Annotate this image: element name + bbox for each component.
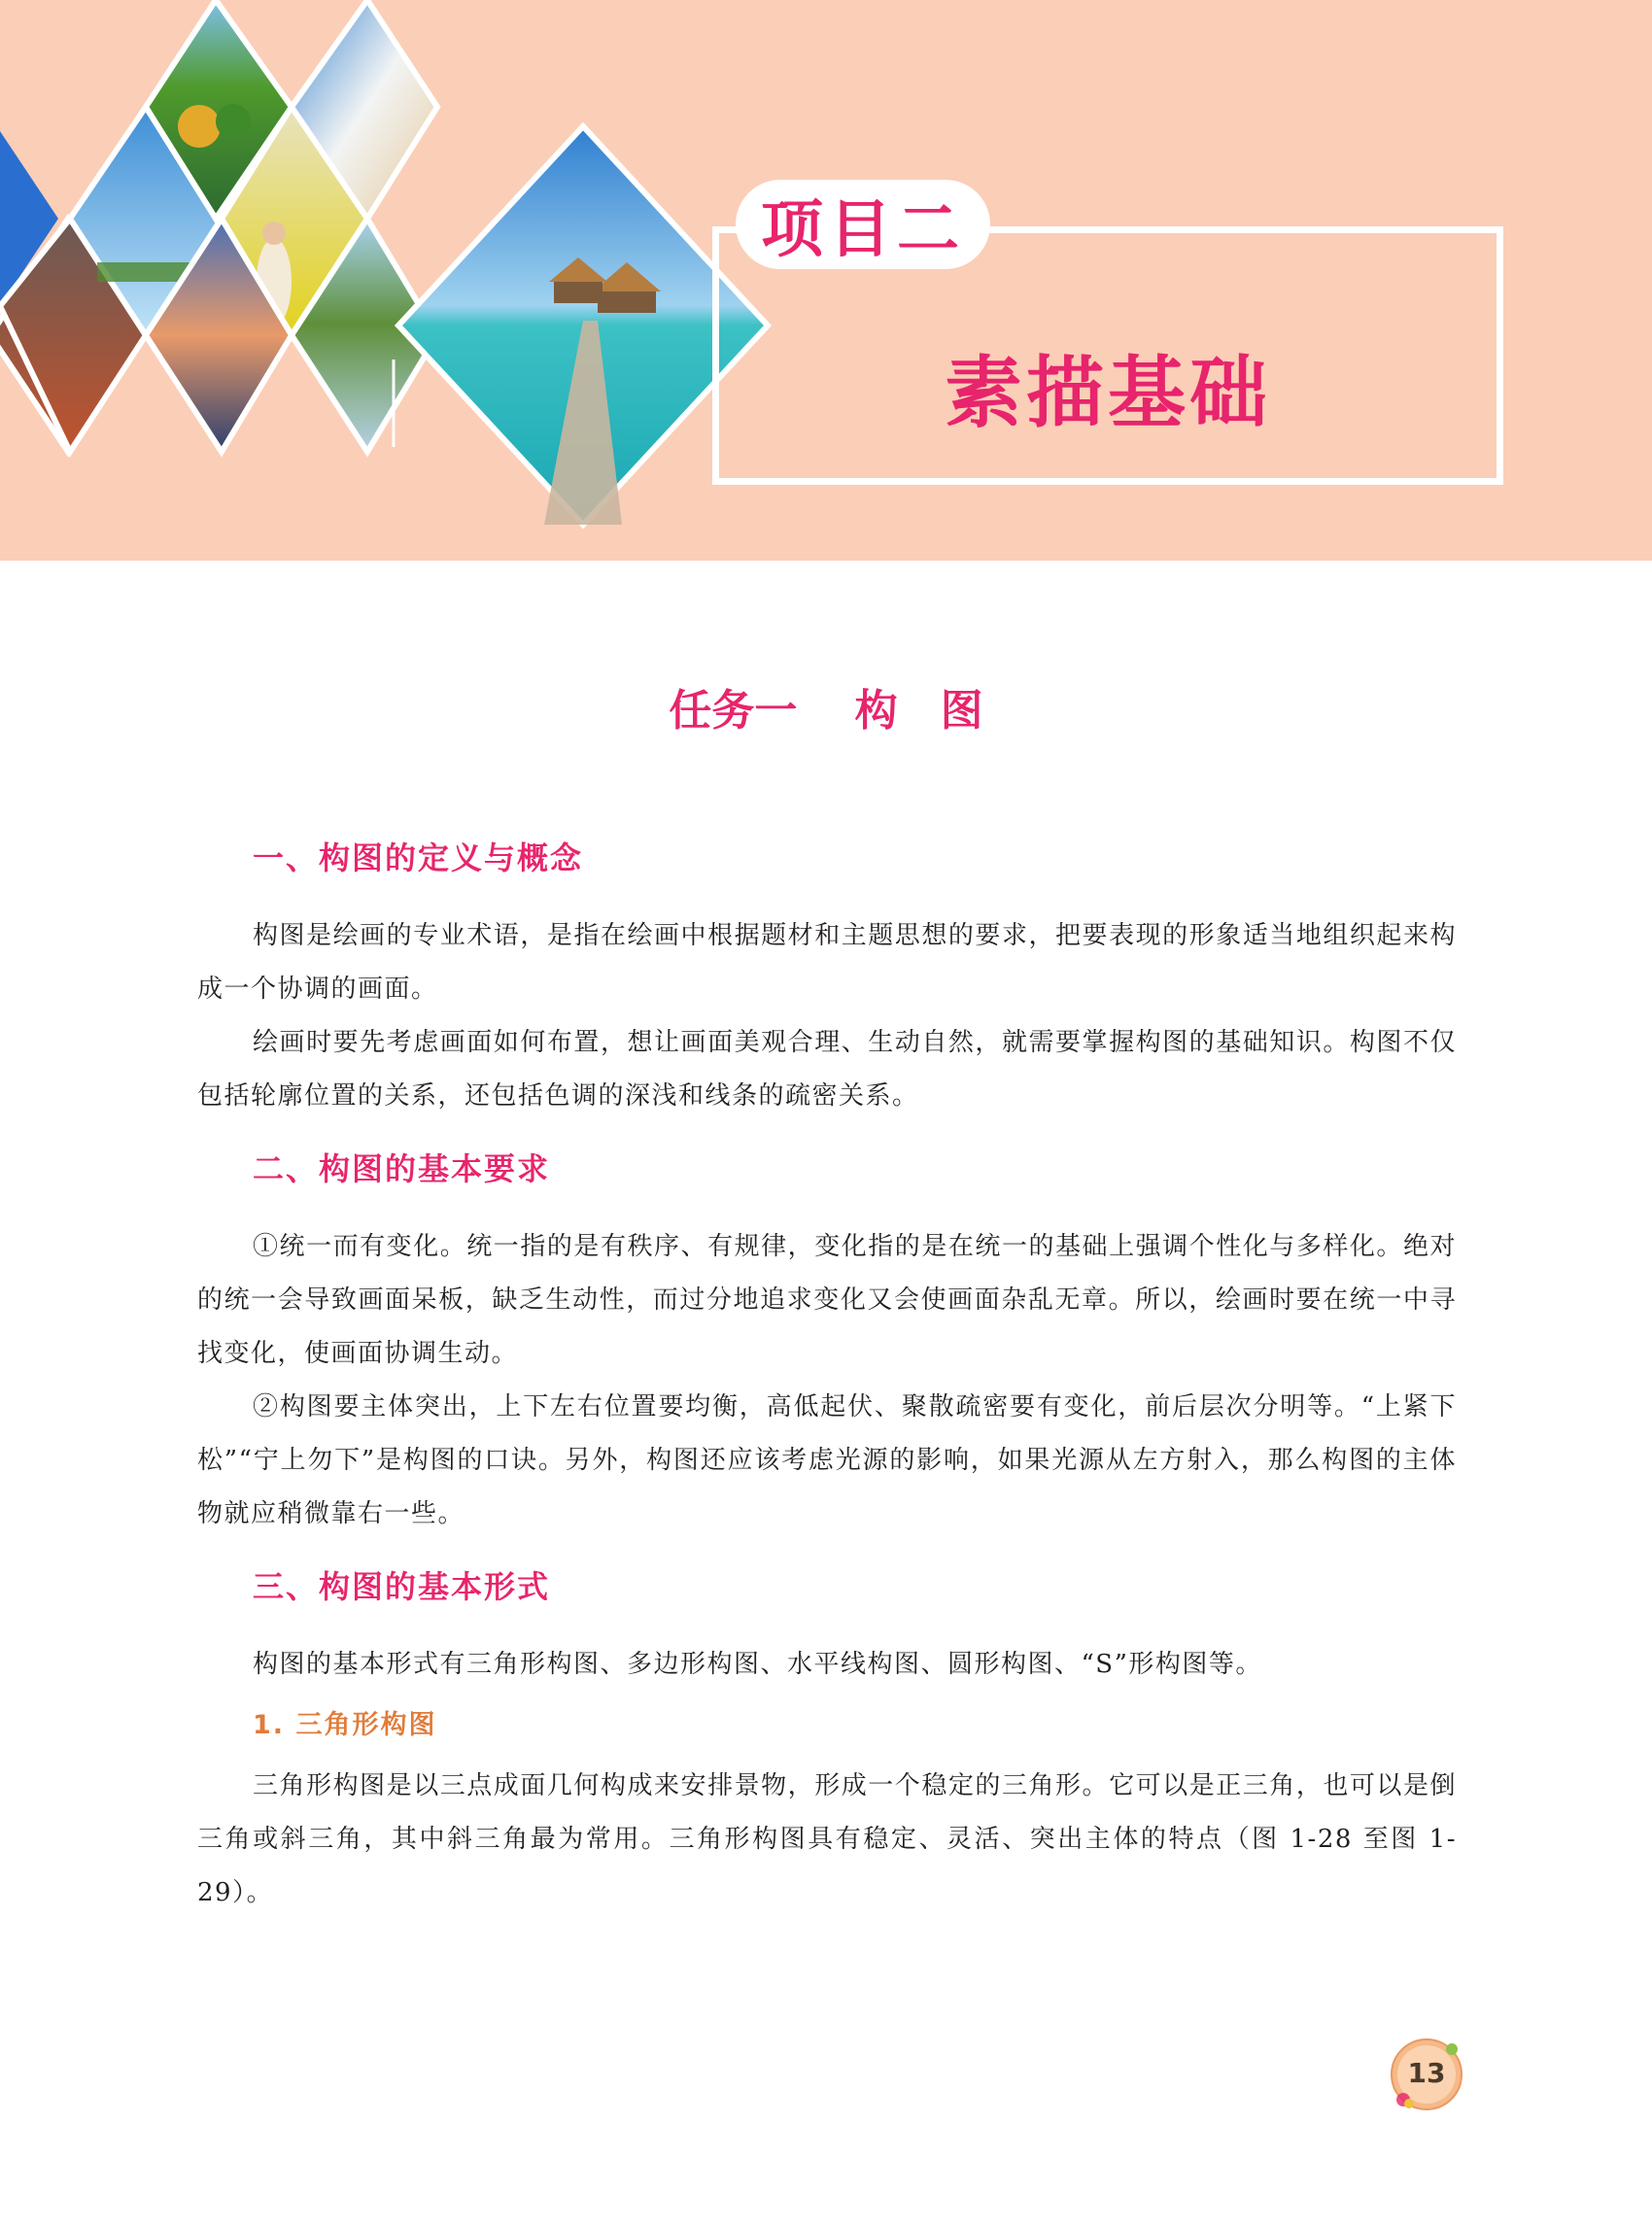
paragraph: 构图的基本形式有三角形构图、多边形构图、水平线构图、圆形构图、“S”形构图等。 (253, 1650, 1262, 1679)
section-heading: 一、构图的定义与概念 (253, 839, 584, 876)
page-number: 13 (1407, 2057, 1446, 2089)
paragraph: 绘画时要先考虑画面如何布置，想让画面美观合理、生动自然，就需要掌握构图的基础知识。构图不仅包括轮廓位置的关系，还包括色调的深浅和线条的疏密关系。 (197, 1028, 1457, 1111)
chapter-title: 素描基础 (945, 348, 1271, 438)
content (197, 834, 1457, 1920)
paragraph: 三角形构图是以三点成面几何构成来安排景物，形成一个稳定的三角形。它可以是正三角，也可以是倒三角或斜三角，其中斜三角最为常用。三角形构图具有稳定、灵活、突出主体的特点（图 1-28 至图 1-29）。 (197, 1771, 1457, 1907)
subsection-heading: 1. 三角形构图 (253, 1710, 437, 1740)
paragraph: ①统一而有变化。统一指的是有秩序、有规律，变化指的是在统一的基础上强调个性化与多样化。绝对的统一会导致画面呆板，缺乏生动性，而过分地追求变化又会使画面杂乱无章。所以，绘画时要在统一中寻找变化，使画面协调生动。 (197, 1232, 1457, 1368)
paragraph: 构图是绘画的专业术语，是指在绘画中根据题材和主题思想的要求，把要表现的形象适当地组织起来构成一个协调的画面。 (197, 921, 1457, 1004)
section-heading: 三、构图的基本形式 (253, 1568, 551, 1605)
paragraph: ②构图要主体突出，上下左右位置要均衡，高低起伏、聚散疏密要有变化，前后层次分明等。“上紧下松”“宁上勿下”是构图的口诀。另外，构图还应该考虑光源的影响，如果光源从左方射入，那么构图的主体物就应稍微靠右一些。 (197, 1392, 1457, 1528)
project-label: 项目二 (736, 180, 990, 269)
section-heading: 二、构图的基本要求 (253, 1150, 551, 1187)
task-title: 任务一 构 图 (669, 686, 983, 736)
photo-collage (0, 0, 777, 561)
